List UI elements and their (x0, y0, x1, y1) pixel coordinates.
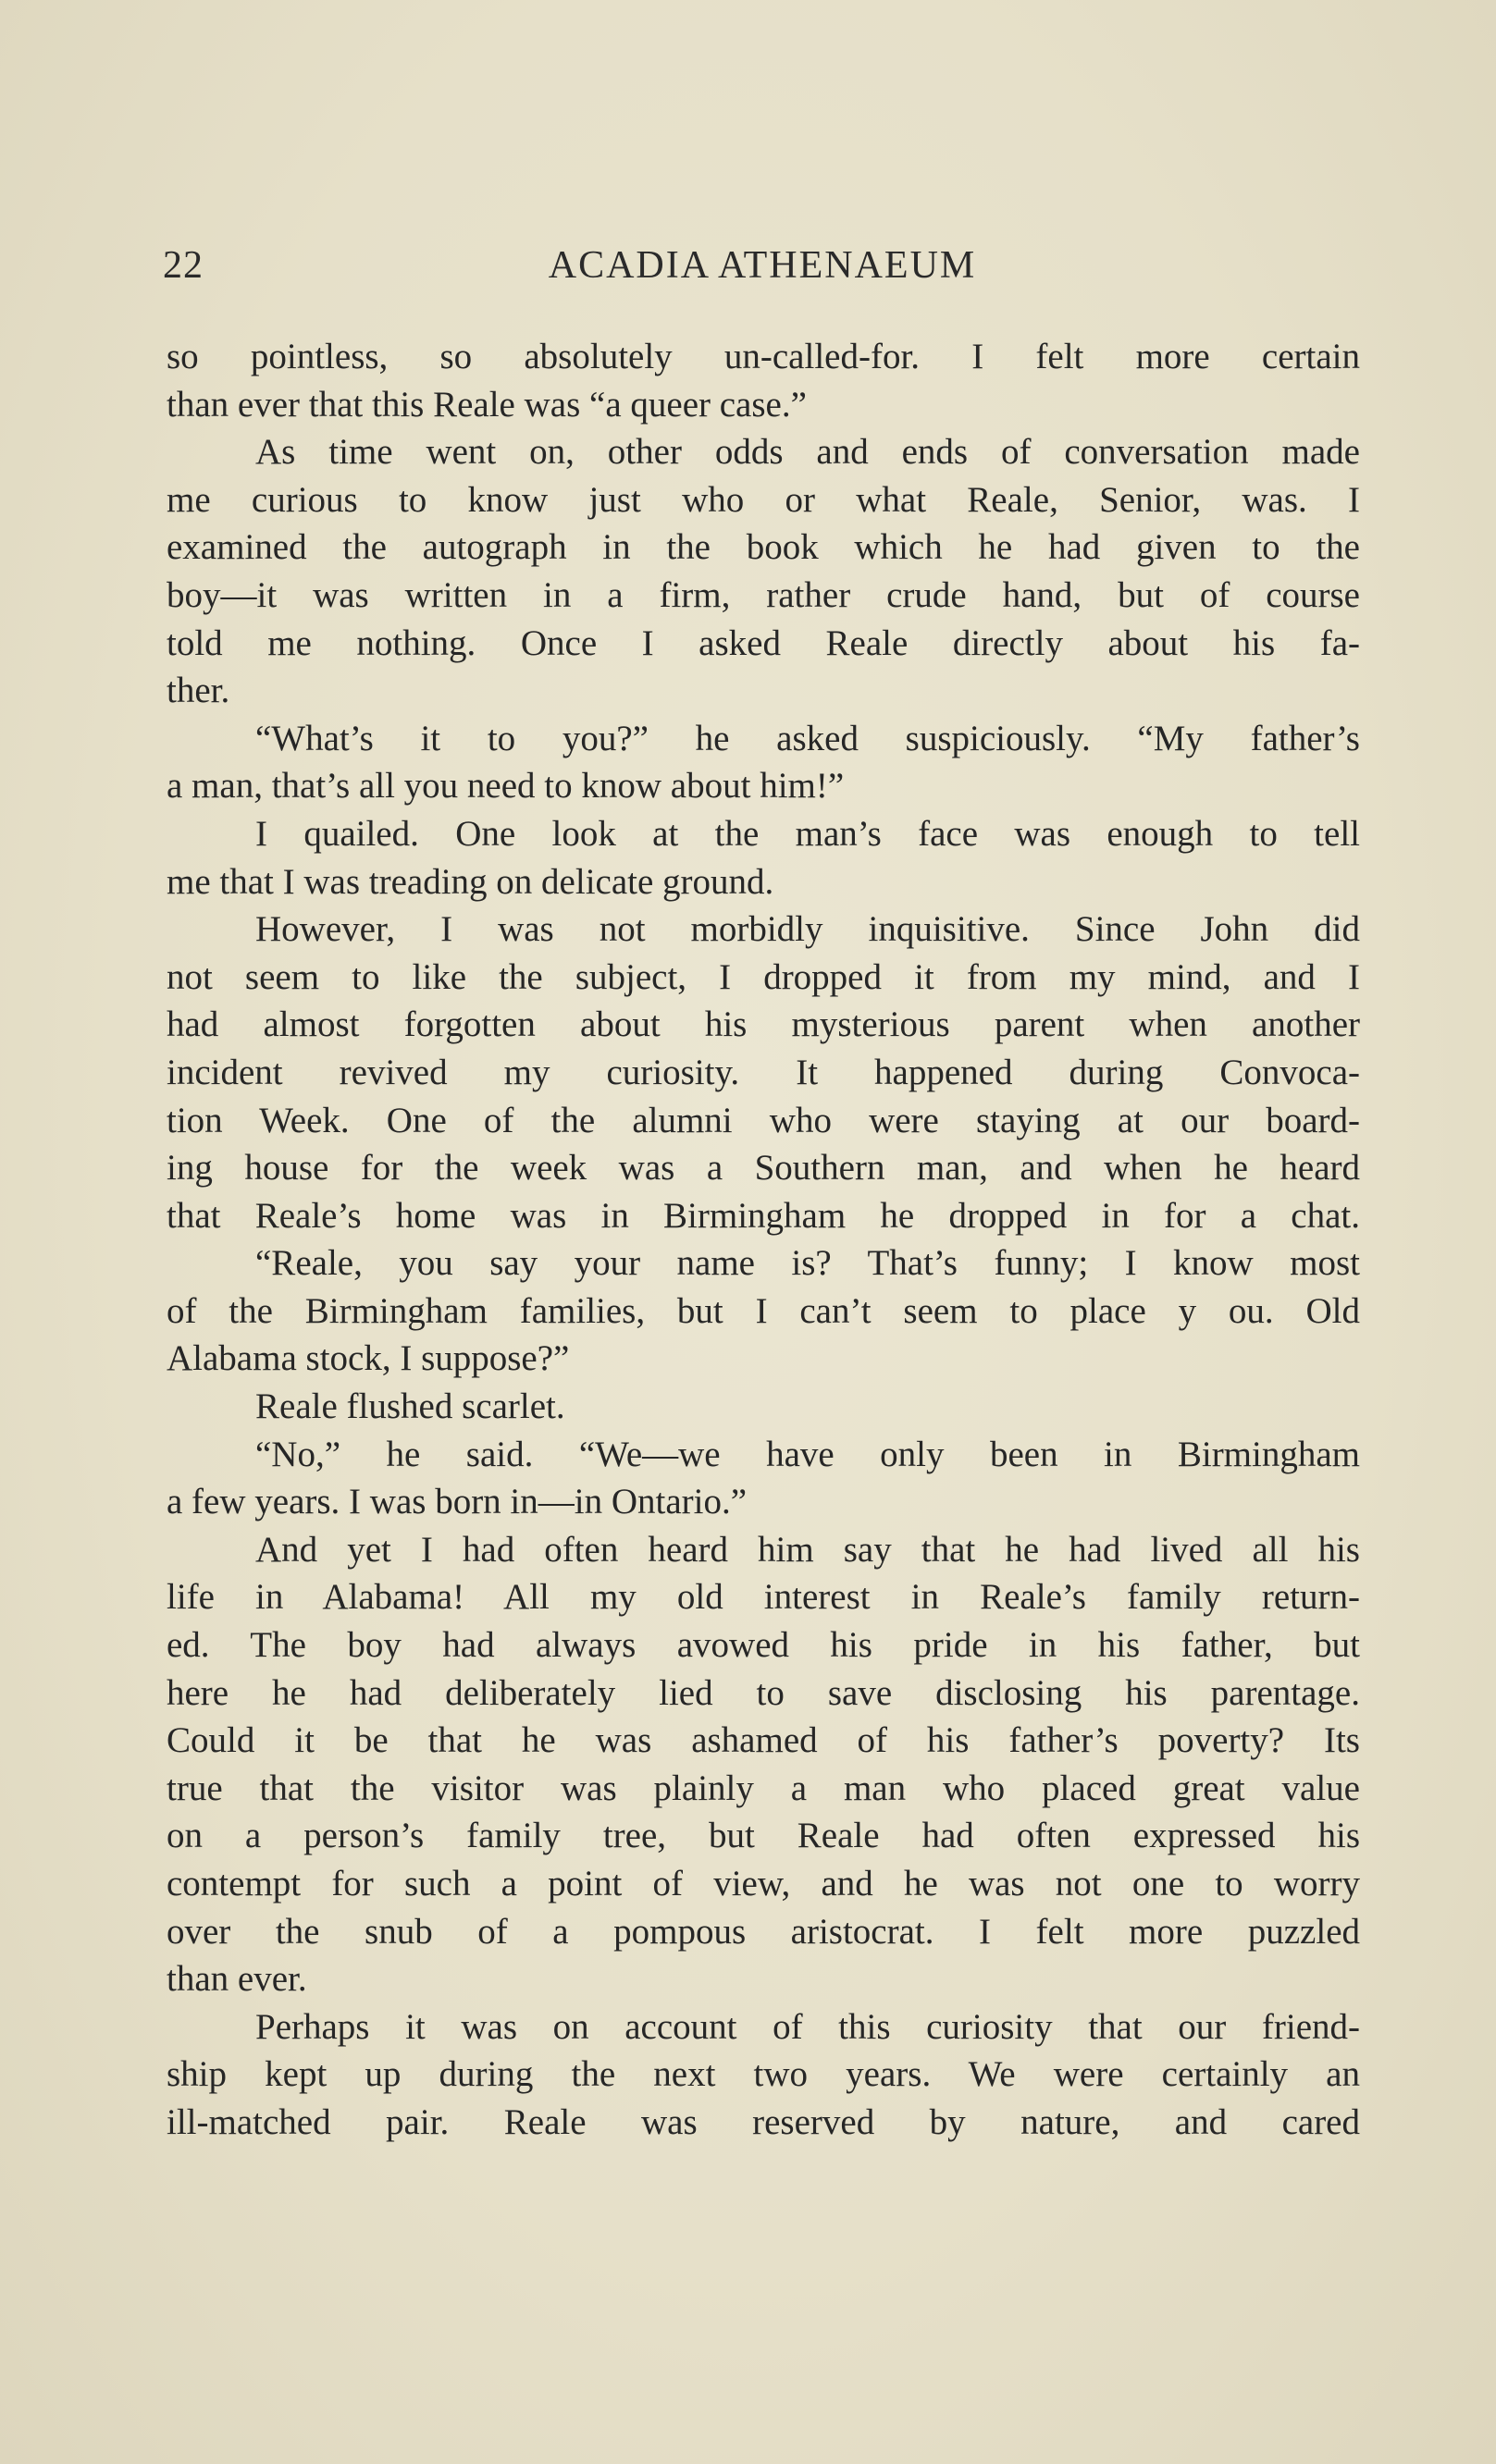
text-line: ill-matched pair. Reale was reserved by nature, and cared (167, 2101, 1360, 2142)
text-line: ed. The boy had always avowed his pride in his father, but (167, 1625, 1360, 1666)
text-line: And yet I had often heard him say that he had lived all his (255, 1529, 1360, 1570)
text-line: than ever that this Reale was “a queer case.” (167, 384, 807, 425)
text-line: I quailed. One look at the man’s face was enough to tell (255, 813, 1360, 854)
text-line: ther. (167, 671, 230, 711)
text-line: here he had deliberately lied to save disclosing his parentage. (167, 1672, 1360, 1713)
text-line: told me nothing. Once I asked Reale directly about his fa- (167, 622, 1360, 663)
text-line: Reale flushed scarlet. (255, 1386, 565, 1427)
text-line: that Reale’s home was in Birmingham he dropped in for a chat. (167, 1195, 1360, 1236)
text-line: “Reale, you say your name is? That’s funny; I know most (255, 1243, 1360, 1284)
text-line: on a person’s family tree, but Reale had often expressed his (167, 1816, 1360, 1856)
text-line: a few years. I was born in—in Ontario.” (167, 1482, 748, 1522)
text-line: However, I was not morbidly inquisitive. Since John did (255, 909, 1360, 950)
text-line: “What’s it to you?” he asked suspiciously. “My father’s (255, 718, 1360, 758)
page-header (163, 233, 1362, 298)
text-line: had almost forgotten about his mysterious parent when another (167, 1004, 1360, 1045)
text-line: true that the visitor was plainly a man who placed great value (167, 1768, 1360, 1808)
text-line: As time went on, other odds and ends of conversation made (255, 432, 1360, 473)
text-line: incident revived my curiosity. It happened during Convoca- (167, 1052, 1360, 1092)
page-number: 22 (163, 244, 204, 287)
text-line: “No,” he said. “We—we have only been in Birmingham (255, 1434, 1360, 1474)
text-line: over the snub of a pompous aristocrat. I felt more puzzled (167, 1911, 1360, 1952)
text-line: Could it be that he was ashamed of his father’s poverty? Its (167, 1720, 1360, 1761)
text-line: not seem to like the subject, I dropped it from my mind, and I (167, 956, 1360, 997)
text-line: a man, that’s all you need to know about him!” (167, 766, 845, 807)
text-line: than ever. (167, 1959, 307, 2000)
text-line: me curious to know just who or what Reale, Senior, was. I (167, 479, 1360, 520)
text-line: boy—it was written in a firm, rather crude hand, but of course (167, 574, 1360, 615)
text-line: ship kept up during the next two years. We were certainly an (167, 2054, 1360, 2095)
text-line: examined the autograph in the book which he had given to the (167, 527, 1360, 568)
text-line: tion Week. One of the alumni who were staying at our board- (167, 1100, 1360, 1140)
text-line: life in Alabama! All my old interest in Reale’s family return- (167, 1577, 1360, 1618)
text-line: of the Birmingham families, but I can’t seem to place y ou. Old (167, 1290, 1360, 1331)
running-title: ACADIA ATHENAEUM (548, 244, 977, 287)
text-line: me that I was treading on delicate ground. (167, 861, 774, 902)
body-text (167, 333, 1360, 2147)
text-line: ing house for the week was a Southern man, and when he heard (167, 1148, 1360, 1189)
text-line: contempt for such a point of view, and he was not one to worry (167, 1864, 1360, 1903)
text-line: so pointless, so absolutely un-called-for. I felt more certain (167, 337, 1360, 376)
text-line: Perhaps it was on account of this curiosity that our friend- (255, 2006, 1360, 2047)
text-line: Alabama stock, I suppose?” (167, 1338, 570, 1379)
